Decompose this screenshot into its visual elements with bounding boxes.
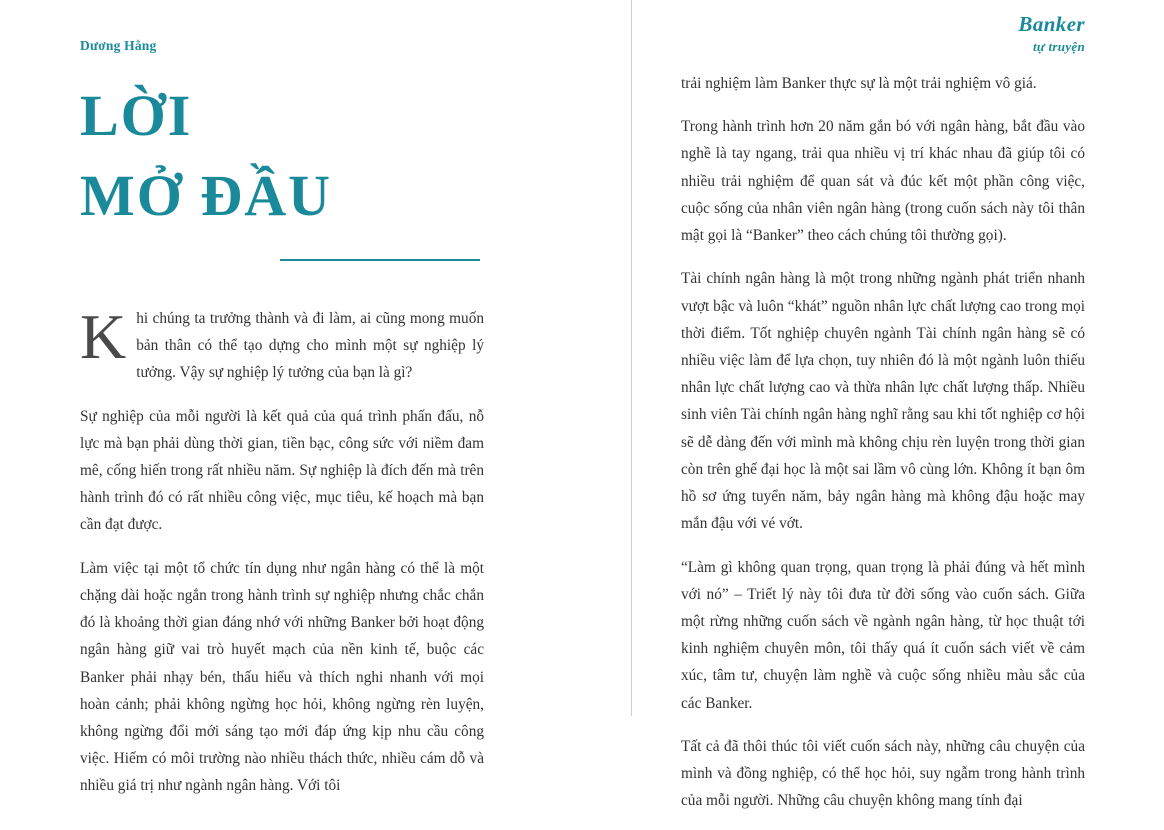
brand-title: Banker: [1018, 12, 1085, 36]
dropcap-letter: K: [80, 300, 127, 372]
paragraph-with-dropcap: [80, 300, 484, 387]
page-divider: [631, 0, 632, 716]
paragraph: Tài chính ngân hàng là một trong những ngành phát triển nhanh vượt bậc và luôn “khát” nguồn nhân lực chất lượng cao trong mọi thời điểm. Tốt nghiệp chuyên ngành Tài chính ngân hàng sẽ có nhiều việc làm để lựa chọn, tuy nhiên đó là một ngành luôn thiếu nhân lực chất lượng cao và thừa nhân lực chất lượng thấp. Nhiều sinh viên Tài chính ngân hàng nghĩ rằng sau khi tốt nghiệp cơ hội sẽ dễ dàng đến với mình mà không chịu rèn luyện trong thời gian còn trên ghế đại học là một sai lầm vô cùng lớn. Không ít bạn ôm hồ sơ ứng tuyển năm, bảy ngân hàng mà không đậu hoặc may mắn đậu với vé vớt.: [681, 270, 1085, 533]
paragraph: “Làm gì không quan trọng, quan trọng là phải đúng và hết mình với nó” – Triết lý này tôi đưa từ đời sống vào cuốn sách. Giữa một rừng những cuốn sách về ngành ngân hàng, từ học thuật tới kinh nghiệm chuyên môn, tôi thấy quá ít cuốn sách viết về cảm xúc, tâm tư, chuyện làm nghề và cuộc sống nhiều màu sắc của các Banker.: [681, 558, 1085, 712]
left-page-column: [80, 0, 484, 795]
left-body-text: [80, 300, 484, 800]
paragraph: Trong hành trình hơn 20 năm gắn bó với ngân hàng, bắt đầu vào nghề là tay ngang, trải qua nhiều vị trí khác nhau đã giúp tôi có nhiều trải nghiệm để quan sát và đúc kết một phần công việc, cuộc sống của nhân viên ngân hàng (trong cuốn sách này tôi thân mật gọi là “Banker” theo cách chúng tôi thường gọi).: [681, 118, 1085, 245]
paragraph-text: hi chúng ta trưởng thành và đi làm, ai cũng mong muốn bản thân có thể tạo dựng cho mình một sự nghiệp lý tưởng. Vậy sự nghiệp lý tưởng của bạn là gì?: [136, 309, 484, 382]
paragraph: Tất cả đã thôi thúc tôi viết cuốn sách này, những câu chuyện của mình và đồng nghiệp, có thể học hỏi, suy ngẫm trong hành trình của mỗi người. Những câu chuyện không mang tính đại: [681, 737, 1085, 810]
title-underline-rule: [280, 259, 480, 261]
author-name: Dương Hằng: [80, 38, 157, 53]
book-brand-mark: [1018, 12, 1085, 55]
paragraph: Sự nghiệp của mỗi người là kết quả của quá trình phấn đấu, nỗ lực mà bạn phải dùng thời gian, tiền bạc, công sức với niềm đam mê, cống hiến trong rất nhiều năm. Sự nghiệp là đích đến mà trên hành trình đó có rất nhiều công việc, mục tiêu, kế hoạch mà bạn cần đạt được.: [80, 407, 484, 534]
chapter-title-line-2: MỞ ĐẦU: [80, 163, 333, 229]
chapter-title: [80, 82, 484, 231]
brand-subtitle: tự truyện: [1032, 39, 1085, 54]
paragraph: Làm việc tại một tổ chức tín dụng như ngân hàng có thể là một chặng dài hoặc ngắn trong hành trình sự nghiệp nhưng chắc chắn đó là khoảng thời gian đáng nhớ với những Banker bởi hoạt động ngân hàng giữ vai trò huyết mạch của nền kinh tế, buộc các Banker phải nhạy bén, thấu hiểu và thích nghi nhanh với mọi hoàn cảnh; phải không ngừng học hỏi, không ngừng rèn luyện, không ngừng đổi mới sáng tạo mới đáp ứng kịp nhu cầu công việc. Hiếm có môi trường nào nhiều thách thức, nhiều cám dỗ và nhiều giá trị như ngành ngân hàng. Với tôi: [80, 559, 484, 795]
chapter-title-line-1: LỜI: [80, 83, 193, 148]
right-page-column: [681, 0, 1085, 810]
right-body-text: [681, 70, 1085, 830]
paragraph: trải nghiệm làm Banker thực sự là một trải nghiệm vô giá.: [681, 75, 1037, 92]
